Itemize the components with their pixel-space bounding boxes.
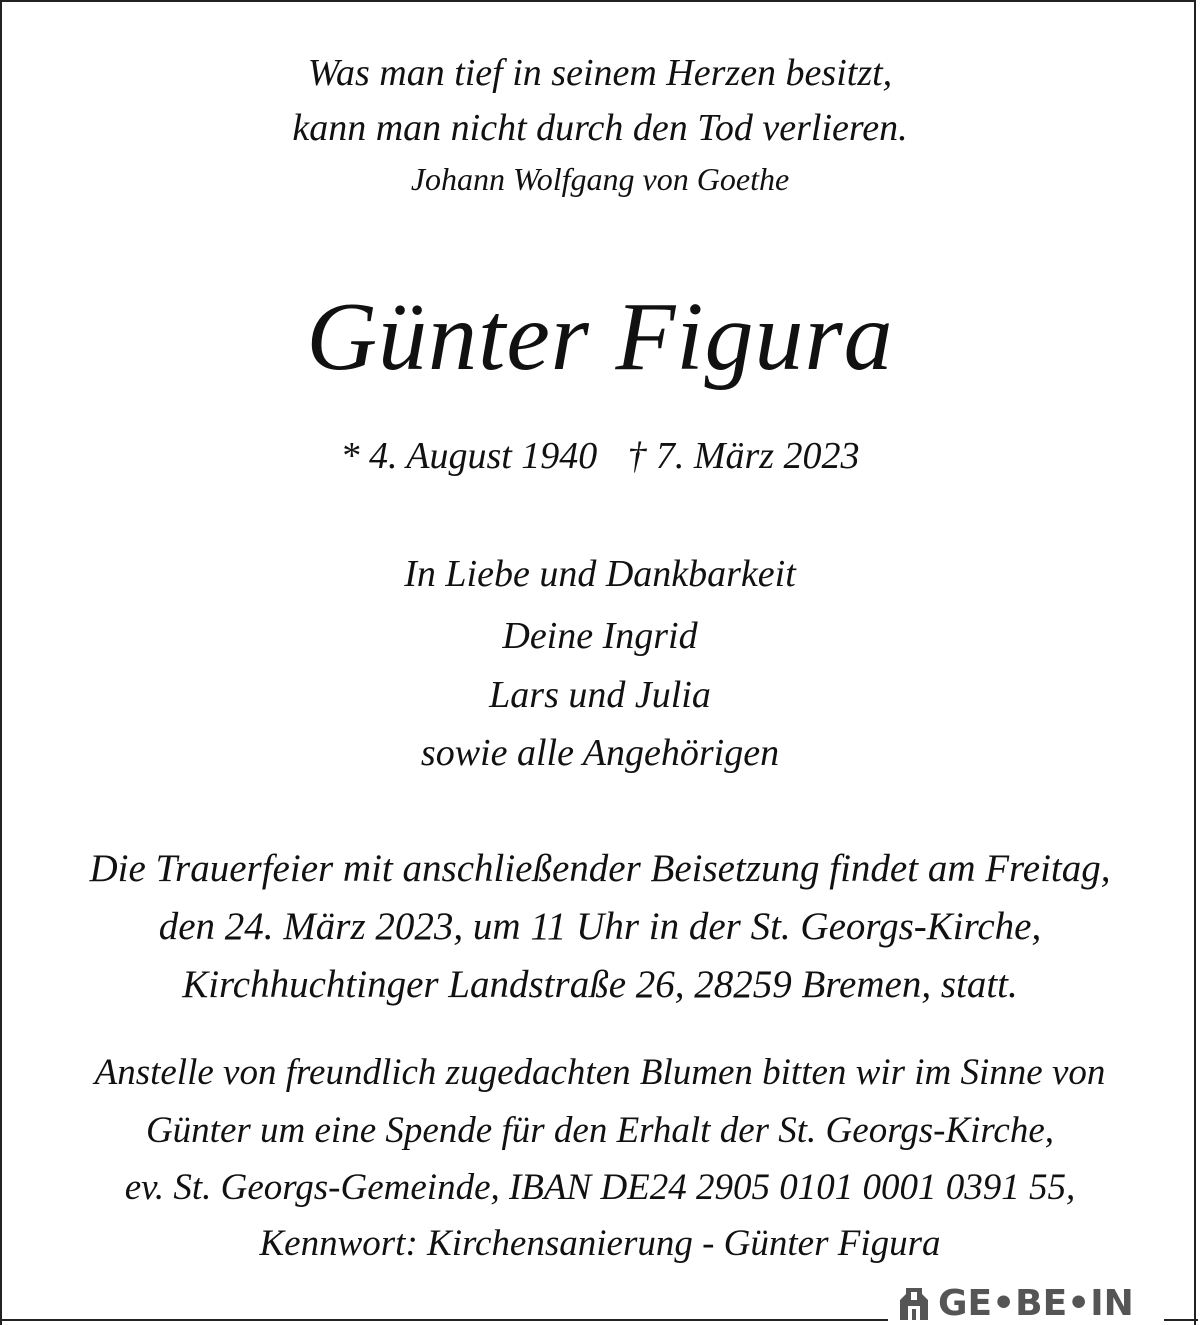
mourner-line-2: Lars und Julia [489,674,711,716]
donation-line-4: Kennwort: Kirchensanierung - Günter Figura [259,1223,941,1264]
deceased-name: Günter Figura [306,283,894,391]
donation-line-3: ev. St. Georgs-Gemeinde, IBAN DE24 2905 0101 0001 0391 55, [124,1167,1076,1208]
death-date: † 7. März 2023 [627,435,860,477]
bottom-rule-left [0,1319,888,1321]
quote-line-1: Was man tief in seinem Herzen besitzt, [307,52,893,94]
donation-line-2: Günter um eine Spende für den Erhalt der St. Georgs-Kirche, [145,1110,1055,1151]
ceremony-line-3: Kirchhuchtinger Landstraße 26, 28259 Bremen, statt. [182,963,1018,1006]
life-dates [0,437,1200,475]
mourners-intro: In Liebe und Dankbarkeit [404,553,796,595]
bottom-rule-right [1164,1319,1198,1321]
gebein-logo-icon [896,1286,932,1322]
gebein-logo-text: GE•BE•IN [938,1283,1134,1324]
gebein-logo [896,1283,1134,1325]
mourner-line-1: Deine Ingrid [502,615,698,657]
ceremony-line-1: Die Trauerfeier mit anschließender Beisetzung findet am Freitag, [89,847,1111,890]
mourner-line-3: sowie alle Angehörigen [420,732,780,774]
birth-date: * 4. August 1940 [340,435,598,477]
ceremony-line-2: den 24. März 2023, um 11 Uhr in der St. Georgs-Kirche, [158,905,1042,948]
quote-line-2: kann man nicht durch den Tod verlieren. [292,107,908,149]
donation-line-1: Anstelle von freundlich zugedachten Blumen bitten wir im Sinne von [94,1052,1106,1093]
quote-author: Johann Wolfgang von Goethe [410,161,790,197]
